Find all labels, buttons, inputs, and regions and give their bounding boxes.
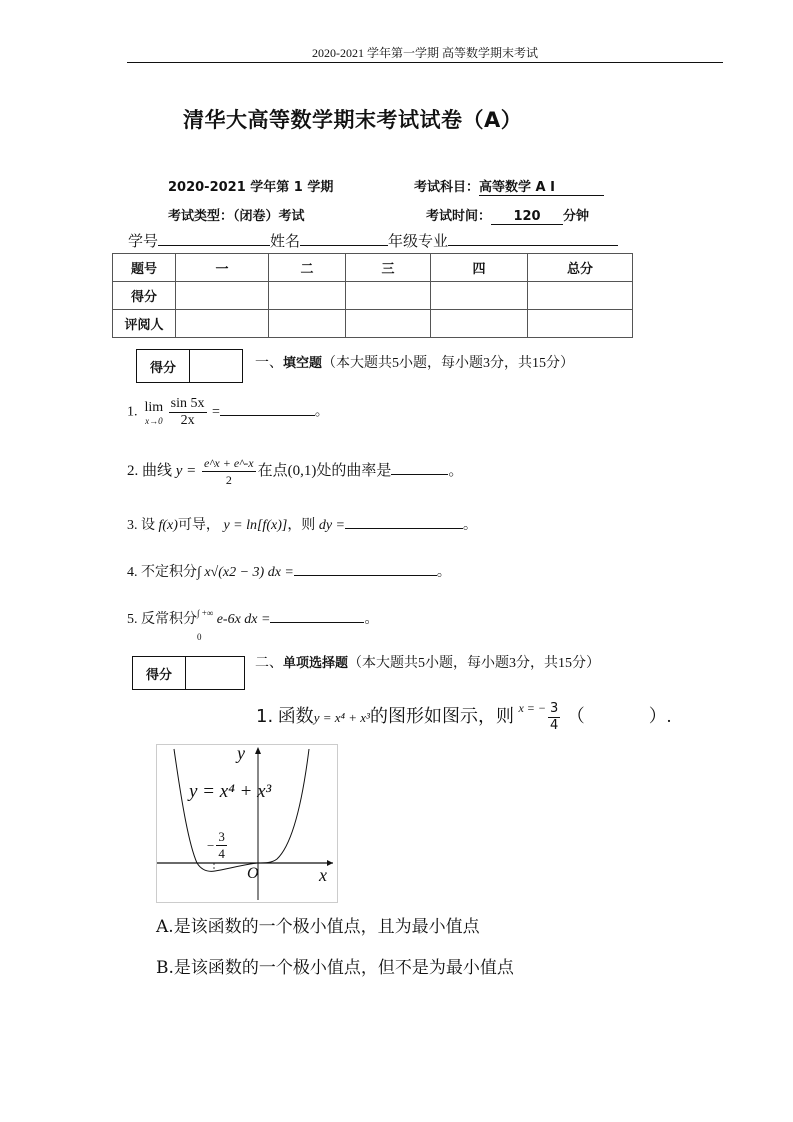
- score-cell[interactable]: [528, 282, 633, 310]
- y-axis-label: y: [237, 743, 245, 763]
- row-label: 评阅人: [113, 310, 176, 338]
- header-cell: 一: [176, 254, 269, 282]
- time-label: 考试时间：: [426, 209, 492, 224]
- score-table: [112, 253, 633, 338]
- score-box-label: 得分: [133, 657, 186, 689]
- answer-blank[interactable]: [294, 561, 437, 576]
- table-row: [113, 310, 633, 338]
- student-name-label: 姓名: [270, 232, 301, 250]
- student-major-label: 年级专业: [388, 232, 449, 250]
- header-divider: [127, 62, 723, 63]
- student-name-field[interactable]: [300, 231, 388, 246]
- answer-blank[interactable]: [391, 460, 448, 475]
- student-info-row: [128, 230, 618, 251]
- x-axis-label: x: [319, 865, 327, 885]
- grader-cell[interactable]: [269, 310, 346, 338]
- time-value: 120: [491, 209, 563, 225]
- grader-cell[interactable]: [528, 310, 633, 338]
- subject-row: [414, 176, 604, 196]
- origin-label: O: [247, 865, 259, 882]
- section2-title: 单项选择题: [283, 656, 349, 671]
- header-cell: 三: [346, 254, 431, 282]
- question-1: 1. lim x→0 $\frac{\sin 5x}{2x}$ = 。: [127, 396, 329, 428]
- answer-blank[interactable]: [345, 514, 463, 529]
- section1-title: 填空题: [283, 356, 323, 371]
- score-box-field[interactable]: [190, 350, 242, 382]
- grader-cell[interactable]: [176, 310, 269, 338]
- subject-label: 考试科目：: [414, 180, 480, 195]
- score-table-header: [113, 254, 633, 282]
- exam-type: 考试类型：（闭卷）考试: [168, 209, 305, 224]
- answer-blank[interactable]: [270, 608, 364, 623]
- student-id-field[interactable]: [158, 231, 270, 246]
- header-cell: 二: [269, 254, 346, 282]
- page-title: 清华大高等数学期末考试试卷（A）: [183, 108, 523, 132]
- score-cell[interactable]: [269, 282, 346, 310]
- table-row: [113, 282, 633, 310]
- question-4: 4. 不定积分∫ x√(x2 − 3) dx = 。: [127, 561, 451, 581]
- answer-blank[interactable]: [220, 401, 315, 416]
- function-graph: [156, 744, 338, 903]
- time-row: [426, 205, 589, 225]
- score-box-label: 得分: [137, 350, 190, 382]
- grader-cell[interactable]: [346, 310, 431, 338]
- section1-heading: 一、填空题（本大题共5小题，每小题3分，共15分）: [255, 356, 575, 371]
- row-label: 得分: [113, 282, 176, 310]
- score-box-field[interactable]: [186, 657, 244, 689]
- student-id-label: 学号: [128, 232, 159, 250]
- header-cell: 总分: [528, 254, 633, 282]
- running-header: 2020-2021 学年第一学期 高等数学期末考试: [312, 46, 538, 60]
- section1-note: （本大题共5小题，每小题3分，共15分）: [322, 356, 575, 371]
- question-5: 5. 反常积分 ∫ +∞ 0 e-6x dx = 。: [127, 608, 379, 642]
- option-a[interactable]: A.是该函数的一个极小值点，且为最小值点: [156, 917, 480, 937]
- mc-question-1: 1. 函数y = x⁴ + x³的图形如图示，则 $^{x = -}$ $\frac{3}{4}$ （ ）.: [256, 701, 672, 734]
- subject-value: 高等数学 A Ⅰ: [479, 176, 604, 196]
- section2-note: （本大题共5小题，每小题3分，共15分）: [348, 656, 601, 671]
- score-cell[interactable]: [176, 282, 269, 310]
- term-label: 2020-2021 学年第 1 学期: [168, 180, 334, 195]
- score-cell[interactable]: [431, 282, 528, 310]
- header-cell: 题号: [113, 254, 176, 282]
- time-unit: 分钟: [563, 209, 590, 224]
- score-cell[interactable]: [346, 282, 431, 310]
- section2-score-box: [132, 656, 245, 690]
- grader-cell[interactable]: [431, 310, 528, 338]
- section2-heading: 二、单项选择题（本大题共5小题，每小题3分，共15分）: [255, 656, 601, 671]
- student-major-field[interactable]: [448, 231, 618, 246]
- section1-score-box: [136, 349, 243, 383]
- question-2: 2. 曲线 y = $\frac{e\^{}x + e\^{}-x}{2}$ 在点(0,1)处的曲率是 。: [127, 456, 464, 487]
- option-b[interactable]: B.是该函数的一个极小值点，但不是为最小值点: [156, 958, 514, 978]
- header-cell: 四: [431, 254, 528, 282]
- graph-equation: y = x⁴ + x³: [189, 781, 272, 802]
- min-point-label: − $\frac{3}{4}$: [207, 829, 225, 861]
- question-3: 3. 设 f(x)可导， y = ln[f(x)]，则 dy = 。: [127, 514, 477, 534]
